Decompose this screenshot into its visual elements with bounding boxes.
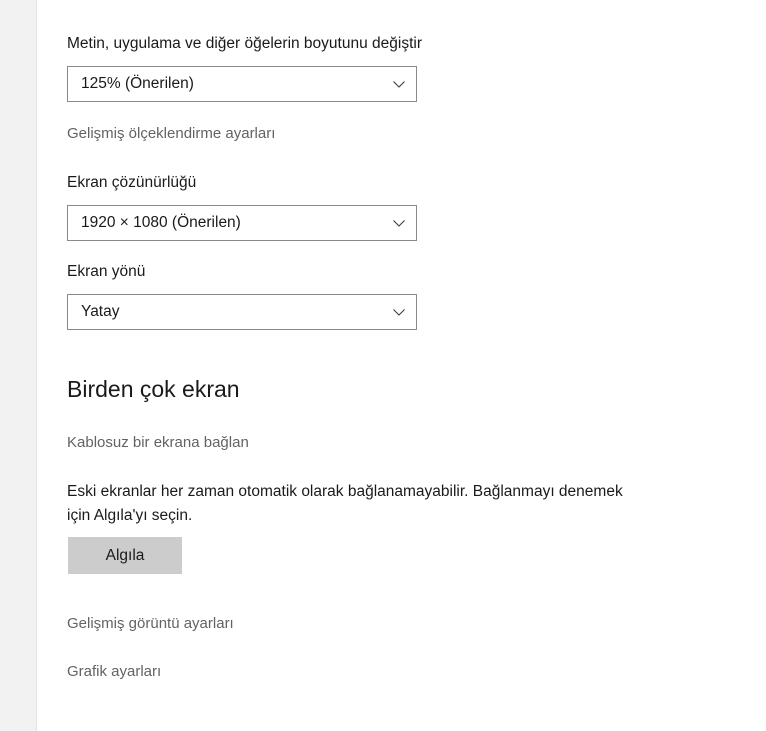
resolution-dropdown-value: 1920 × 1080 (Önerilen) [81,214,241,231]
detect-button[interactable]: Algıla [68,537,182,574]
orientation-label: Ekran yönü [67,263,146,280]
chevron-down-icon [392,77,406,91]
resolution-dropdown[interactable] [67,205,417,241]
advanced-scaling-link[interactable]: Gelişmiş ölçeklendirme ayarları [67,125,276,142]
multi-display-title: Birden çok ekran [67,376,240,402]
orientation-dropdown-value: Yatay [81,303,120,320]
scale-label: Metin, uygulama ve diğer öğelerin boyutunu değiştir [67,35,422,52]
multi-display-description: Eski ekranlar her zaman otomatik olarak bağlanamayabilir. Bağlanmayı denemek için Algıla'yı seçin. [67,483,623,524]
settings-left-rail [0,0,37,731]
scale-dropdown[interactable] [67,66,417,102]
chevron-down-icon [392,305,406,319]
connect-wireless-display-link[interactable]: Kablosuz bir ekrana bağlan [67,434,249,451]
scale-dropdown-value: 125% (Önerilen) [81,75,194,92]
chevron-down-icon [392,216,406,230]
graphics-settings-link[interactable]: Grafik ayarları [67,663,162,680]
orientation-dropdown[interactable] [67,294,417,330]
advanced-display-settings-link[interactable]: Gelişmiş görüntü ayarları [67,615,234,632]
resolution-label: Ekran çözünürlüğü [67,174,197,191]
